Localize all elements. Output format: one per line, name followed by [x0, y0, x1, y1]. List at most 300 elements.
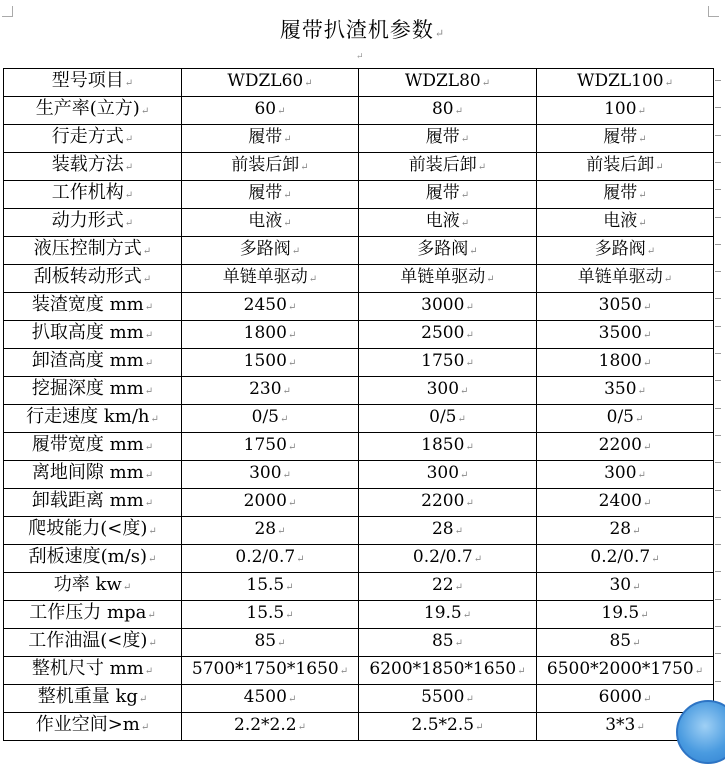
cell-value: 0.2/0.7: [235, 547, 296, 567]
value-cell: [359, 377, 537, 405]
cell-value: 4500: [243, 687, 287, 707]
cell-end-mark-icon: ↵: [637, 470, 646, 481]
value-cell: [359, 97, 537, 125]
cell-value: 3050: [598, 295, 642, 315]
row-label: 行走速度 km/h: [26, 406, 150, 427]
row-label-cell: [4, 489, 182, 517]
cell-value: 2200: [421, 491, 465, 511]
row-label: 扒取高度 mm: [31, 322, 144, 343]
row-end-mark-icon: [715, 107, 721, 108]
table-row: [4, 321, 714, 349]
cell-end-mark-icon: ↵: [638, 134, 647, 145]
cell-value: 3*3: [605, 715, 636, 735]
cell-value: 0.2/0.7: [412, 547, 473, 567]
row-end-mark-icon: [715, 217, 721, 218]
row-label: 作业空间>m: [35, 714, 140, 735]
row-end-mark-icon: [715, 653, 721, 654]
value-cell: [359, 69, 537, 97]
row-label-cell: [4, 265, 182, 293]
parameter-table-body: [4, 69, 714, 741]
cell-end-mark-icon: ↵: [308, 274, 318, 285]
title-text: 履带扒渣机参数: [279, 18, 434, 42]
row-end-mark-icon: [715, 271, 721, 272]
cell-value: 单链单驱动: [577, 267, 663, 287]
value-cell: [537, 629, 714, 657]
value-cell: [359, 657, 537, 685]
cell-value: 5500: [421, 687, 465, 707]
value-cell: [182, 517, 359, 545]
cell-end-mark-icon: ↵: [124, 78, 134, 89]
value-cell: [537, 97, 714, 125]
cell-end-mark-icon: ↵: [147, 610, 156, 621]
cell-end-mark-icon: ↵: [287, 302, 297, 313]
cell-end-mark-icon: ↵: [465, 302, 474, 313]
value-cell: [182, 377, 359, 405]
cell-end-mark-icon: ↵: [642, 442, 652, 453]
row-label-cell: [4, 461, 182, 489]
cell-value: 1750: [421, 351, 465, 371]
cell-end-mark-icon: ↵: [454, 526, 464, 537]
value-cell: [537, 377, 714, 405]
value-cell: [537, 293, 714, 321]
cell-end-mark-icon: ↵: [457, 414, 466, 425]
value-cell: [182, 293, 359, 321]
cell-value: 300: [249, 463, 282, 483]
value-cell: [182, 181, 359, 209]
paragraph-mark-icon: ↵: [434, 27, 446, 40]
cell-value: 电液: [248, 211, 283, 231]
table-row: [4, 153, 714, 181]
cell-value: 2200: [598, 435, 642, 455]
cell-end-mark-icon: ↵: [150, 414, 159, 425]
cell-value: 2400: [598, 491, 642, 511]
cell-value: 15.5: [246, 575, 285, 595]
cell-end-mark-icon: ↵: [148, 638, 157, 649]
table-row: [4, 461, 714, 489]
table-row: [4, 377, 714, 405]
cell-value: WDZL100: [576, 71, 664, 91]
cell-value: 1750: [243, 435, 287, 455]
cell-value: 前装后卸: [231, 155, 300, 175]
cell-end-mark-icon: ↵: [291, 246, 301, 257]
cell-value: 19.5: [423, 603, 462, 623]
cell-value: 3500: [598, 323, 642, 343]
cell-end-mark-icon: ↵: [144, 470, 154, 481]
cell-value: 85: [609, 631, 632, 651]
cell-end-mark-icon: ↵: [465, 442, 474, 453]
row-end-mark-icon: [715, 490, 721, 491]
row-end-mark-icon: [715, 571, 721, 572]
value-cell: [359, 461, 537, 489]
row-end-mark-icon: [715, 435, 721, 436]
cell-end-mark-icon: ↵: [287, 358, 297, 369]
row-label-cell: [4, 349, 182, 377]
table-row: [4, 601, 714, 629]
value-cell: [182, 433, 359, 461]
value-cell: [182, 321, 359, 349]
cell-value: 3000: [421, 295, 465, 315]
cell-value: 6500*2000*1750: [546, 659, 694, 679]
value-cell: [359, 125, 537, 153]
cell-end-mark-icon: ↵: [469, 246, 478, 257]
row-end-mark-icon: [715, 135, 721, 136]
cell-end-mark-icon: ↵: [277, 106, 286, 117]
cell-end-mark-icon: ↵: [465, 498, 474, 509]
table-row: [4, 629, 714, 657]
cell-end-mark-icon: ↵: [148, 554, 157, 565]
row-label: 爬坡能力(<度): [28, 518, 148, 539]
value-cell: [182, 405, 359, 433]
row-end-mark-icon: [715, 298, 721, 299]
cell-value: 300: [426, 463, 460, 483]
cell-end-mark-icon: ↵: [282, 386, 291, 397]
cell-value: 单链单驱动: [400, 267, 486, 287]
table-row: [4, 181, 714, 209]
value-cell: [359, 545, 537, 573]
cell-end-mark-icon: ↵: [144, 302, 154, 313]
value-cell: [537, 209, 714, 237]
value-cell: [359, 517, 537, 545]
cell-end-mark-icon: ↵: [477, 162, 487, 173]
cell-value: 22: [431, 575, 454, 595]
cell-end-mark-icon: ↵: [640, 610, 649, 621]
cell-value: 前装后卸: [408, 155, 477, 175]
row-label-cell: [4, 629, 182, 657]
cell-value: 230: [249, 379, 282, 399]
cell-value: 2.5*2.5: [411, 715, 475, 735]
cell-value: 5700*1750*1650: [191, 659, 339, 679]
value-cell: [182, 461, 359, 489]
cell-end-mark-icon: ↵: [460, 386, 469, 397]
cell-end-mark-icon: ↵: [632, 582, 641, 593]
cell-end-mark-icon: ↵: [694, 666, 704, 677]
cell-end-mark-icon: ↵: [637, 386, 646, 397]
row-label: 刮板速度(m/s): [28, 546, 148, 567]
row-label-cell: [4, 153, 182, 181]
row-label-cell: [4, 685, 182, 713]
cell-value: 60: [254, 99, 277, 119]
table-row: [4, 69, 714, 97]
cell-value: 30: [609, 575, 632, 595]
cell-end-mark-icon: ↵: [287, 330, 297, 341]
cell-end-mark-icon: ↵: [465, 694, 474, 705]
row-label: 刮板转动形式: [33, 266, 142, 287]
cell-value: 2500: [421, 323, 465, 343]
value-cell: [359, 265, 537, 293]
value-cell: [537, 489, 714, 517]
value-cell: [182, 265, 359, 293]
row-label-cell: [4, 209, 182, 237]
parameter-table: [3, 68, 714, 741]
cell-end-mark-icon: ↵: [339, 666, 349, 677]
cell-end-mark-icon: ↵: [124, 218, 134, 229]
table-row: [4, 265, 714, 293]
empty-paragraph-mark-icon: ↵: [356, 52, 364, 62]
cell-value: WDZL60: [227, 71, 304, 91]
value-cell: [537, 573, 714, 601]
value-cell: [537, 517, 714, 545]
value-cell: [182, 573, 359, 601]
row-label: 生产率(立方): [35, 98, 140, 119]
row-label: 型号项目: [51, 70, 124, 91]
cell-end-mark-icon: ↵: [140, 722, 150, 733]
value-cell: [537, 69, 714, 97]
cell-end-mark-icon: ↵: [142, 246, 152, 257]
table-row: [4, 125, 714, 153]
cell-end-mark-icon: ↵: [642, 330, 652, 341]
value-cell: [537, 237, 714, 265]
cell-end-mark-icon: ↵: [460, 218, 470, 229]
row-label-cell: [4, 321, 182, 349]
row-label: 离地间隙 mm: [31, 462, 144, 483]
row-end-mark-icon: [715, 544, 721, 545]
cell-end-mark-icon: ↵: [287, 442, 297, 453]
table-row: [4, 237, 714, 265]
cell-value: 履带: [603, 183, 638, 203]
cell-end-mark-icon: ↵: [142, 274, 152, 285]
value-cell: [537, 153, 714, 181]
cell-value: 2.2*2.2: [234, 715, 297, 735]
cell-end-mark-icon: ↵: [282, 470, 291, 481]
value-cell: [182, 97, 359, 125]
row-label-cell: [4, 517, 182, 545]
cell-end-mark-icon: ↵: [122, 582, 132, 593]
value-cell: [537, 601, 714, 629]
cell-value: 履带: [603, 127, 638, 147]
cell-value: 28: [431, 519, 454, 539]
cell-value: 85: [254, 631, 277, 651]
cell-value: 80: [431, 99, 454, 119]
cell-value: 履带: [425, 127, 460, 147]
table-row: [4, 405, 714, 433]
cell-value: 履带: [425, 183, 460, 203]
value-cell: [359, 349, 537, 377]
cell-end-mark-icon: ↵: [454, 638, 464, 649]
cell-end-mark-icon: ↵: [651, 554, 660, 565]
cell-value: 履带: [248, 127, 283, 147]
row-label: 动力形式: [51, 210, 124, 231]
value-cell: [182, 153, 359, 181]
table-row: [4, 97, 714, 125]
row-label-cell: [4, 293, 182, 321]
cell-end-mark-icon: ↵: [646, 246, 656, 257]
row-label-cell: [4, 657, 182, 685]
value-cell: [537, 181, 714, 209]
value-cell: [182, 629, 359, 657]
value-cell: [359, 153, 537, 181]
cell-end-mark-icon: ↵: [124, 162, 134, 173]
cell-value: 19.5: [601, 603, 640, 623]
value-cell: [182, 601, 359, 629]
row-label: 整机重量 kg: [37, 686, 138, 707]
row-label-cell: [4, 377, 182, 405]
cell-value: 28: [609, 519, 632, 539]
cell-value: 电液: [425, 211, 460, 231]
table-row: [4, 293, 714, 321]
value-cell: [182, 657, 359, 685]
cell-end-mark-icon: ↵: [642, 498, 652, 509]
cell-end-mark-icon: ↵: [486, 274, 495, 285]
row-label-cell: [4, 181, 182, 209]
cell-end-mark-icon: ↵: [642, 358, 652, 369]
cell-end-mark-icon: ↵: [517, 666, 526, 677]
cell-end-mark-icon: ↵: [664, 78, 674, 89]
cell-value: 1800: [243, 323, 287, 343]
cell-end-mark-icon: ↵: [465, 358, 474, 369]
cell-end-mark-icon: ↵: [642, 302, 652, 313]
cell-end-mark-icon: ↵: [460, 470, 469, 481]
cell-end-mark-icon: ↵: [460, 134, 470, 145]
value-cell: [537, 433, 714, 461]
cell-end-mark-icon: ↵: [285, 610, 294, 621]
cell-end-mark-icon: ↵: [138, 694, 148, 705]
row-end-mark-icon: [715, 244, 721, 245]
cell-value: 350: [604, 379, 637, 399]
table-row: [4, 657, 714, 685]
cell-end-mark-icon: ↵: [283, 190, 292, 201]
value-cell: [359, 433, 537, 461]
cell-end-mark-icon: ↵: [642, 694, 652, 705]
cell-value: WDZL80: [404, 71, 481, 91]
row-label: 挖掘深度 mm: [31, 378, 144, 399]
cell-value: 15.5: [246, 603, 285, 623]
cell-end-mark-icon: ↵: [304, 78, 313, 89]
value-cell: [537, 265, 714, 293]
value-cell: [182, 349, 359, 377]
right-margin-marks: [713, 60, 721, 720]
floating-assistant-icon[interactable]: [676, 700, 725, 764]
cell-end-mark-icon: ↵: [632, 638, 641, 649]
row-end-mark-icon: [715, 599, 721, 600]
cell-value: 28: [254, 519, 277, 539]
row-label: 工作机构: [51, 182, 124, 203]
cell-value: 300: [426, 379, 460, 399]
row-label: 履带宽度 mm: [31, 434, 144, 455]
row-label-cell: [4, 601, 182, 629]
cell-value: 85: [431, 631, 454, 651]
value-cell: [182, 209, 359, 237]
value-cell: [537, 657, 714, 685]
cell-value: 1850: [421, 435, 465, 455]
cell-value: 0/5: [606, 407, 634, 427]
cell-end-mark-icon: ↵: [144, 442, 154, 453]
cell-end-mark-icon: ↵: [637, 106, 646, 117]
row-label: 装渣宽度 mm: [31, 294, 144, 315]
cell-end-mark-icon: ↵: [655, 162, 664, 173]
cell-end-mark-icon: ↵: [297, 722, 306, 733]
value-cell: [537, 405, 714, 433]
value-cell: [182, 685, 359, 713]
cell-value: 300: [604, 463, 637, 483]
row-end-mark-icon: [715, 408, 721, 409]
cell-end-mark-icon: ↵: [285, 582, 294, 593]
row-label-cell: [4, 125, 182, 153]
table-row: [4, 573, 714, 601]
row-end-mark-icon: [715, 517, 721, 518]
row-end-mark-icon: [715, 326, 721, 327]
cell-end-mark-icon: ↵: [454, 582, 464, 593]
table-row: [4, 349, 714, 377]
cell-end-mark-icon: ↵: [277, 638, 286, 649]
value-cell: [359, 405, 537, 433]
document-title: [0, 14, 725, 44]
row-label-cell: [4, 433, 182, 461]
row-end-mark-icon: [715, 162, 721, 163]
row-end-mark-icon: [715, 462, 721, 463]
cell-value: 前装后卸: [586, 155, 655, 175]
row-end-mark-icon: [715, 681, 721, 682]
value-cell: [182, 545, 359, 573]
cell-end-mark-icon: ↵: [465, 330, 474, 341]
value-cell: [359, 293, 537, 321]
value-cell: [359, 629, 537, 657]
row-label: 工作油温(<度): [28, 630, 148, 651]
value-cell: [537, 321, 714, 349]
value-cell: [182, 489, 359, 517]
cell-value: 0/5: [429, 407, 457, 427]
cell-value: 100: [604, 99, 637, 119]
value-cell: [182, 69, 359, 97]
row-label-cell: [4, 573, 182, 601]
value-cell: [359, 573, 537, 601]
table-row: [4, 517, 714, 545]
value-cell: [359, 685, 537, 713]
cell-end-mark-icon: ↵: [632, 526, 641, 537]
cell-value: 0.2/0.7: [590, 547, 651, 567]
value-cell: [182, 237, 359, 265]
cell-end-mark-icon: ↵: [638, 190, 647, 201]
row-end-mark-icon: [715, 80, 721, 81]
cell-end-mark-icon: ↵: [144, 498, 154, 509]
cell-end-mark-icon: ↵: [663, 274, 673, 285]
table-row: [4, 545, 714, 573]
row-label: 卸渣高度 mm: [31, 350, 144, 371]
cell-end-mark-icon: ↵: [144, 666, 154, 677]
value-cell: [359, 321, 537, 349]
cell-end-mark-icon: ↵: [460, 190, 470, 201]
row-label-cell: [4, 405, 182, 433]
cell-end-mark-icon: ↵: [144, 330, 154, 341]
value-cell: [537, 349, 714, 377]
cell-value: 1500: [243, 351, 287, 371]
value-cell: [359, 237, 537, 265]
cell-value: 多路阀: [417, 239, 469, 259]
table-row: [4, 685, 714, 713]
cell-end-mark-icon: ↵: [462, 610, 472, 621]
row-label: 卸载距离 mm: [31, 490, 144, 511]
row-end-mark-icon: [715, 353, 721, 354]
value-cell: [537, 125, 714, 153]
cell-end-mark-icon: ↵: [140, 106, 150, 117]
cell-end-mark-icon: ↵: [473, 554, 483, 565]
cell-value: 电液: [603, 211, 638, 231]
cell-value: 履带: [248, 183, 283, 203]
cell-end-mark-icon: ↵: [454, 106, 464, 117]
cell-end-mark-icon: ↵: [283, 218, 292, 229]
value-cell: [359, 209, 537, 237]
value-cell: [182, 125, 359, 153]
cell-value: 1800: [598, 351, 642, 371]
cell-value: 0/5: [251, 407, 279, 427]
row-label-cell: [4, 69, 182, 97]
row-label-cell: [4, 237, 182, 265]
row-label: 装载方法: [51, 154, 124, 175]
cell-end-mark-icon: ↵: [124, 190, 134, 201]
cell-value: 多路阀: [239, 239, 291, 259]
cell-end-mark-icon: ↵: [287, 498, 297, 509]
cell-end-mark-icon: ↵: [300, 162, 309, 173]
value-cell: [359, 601, 537, 629]
